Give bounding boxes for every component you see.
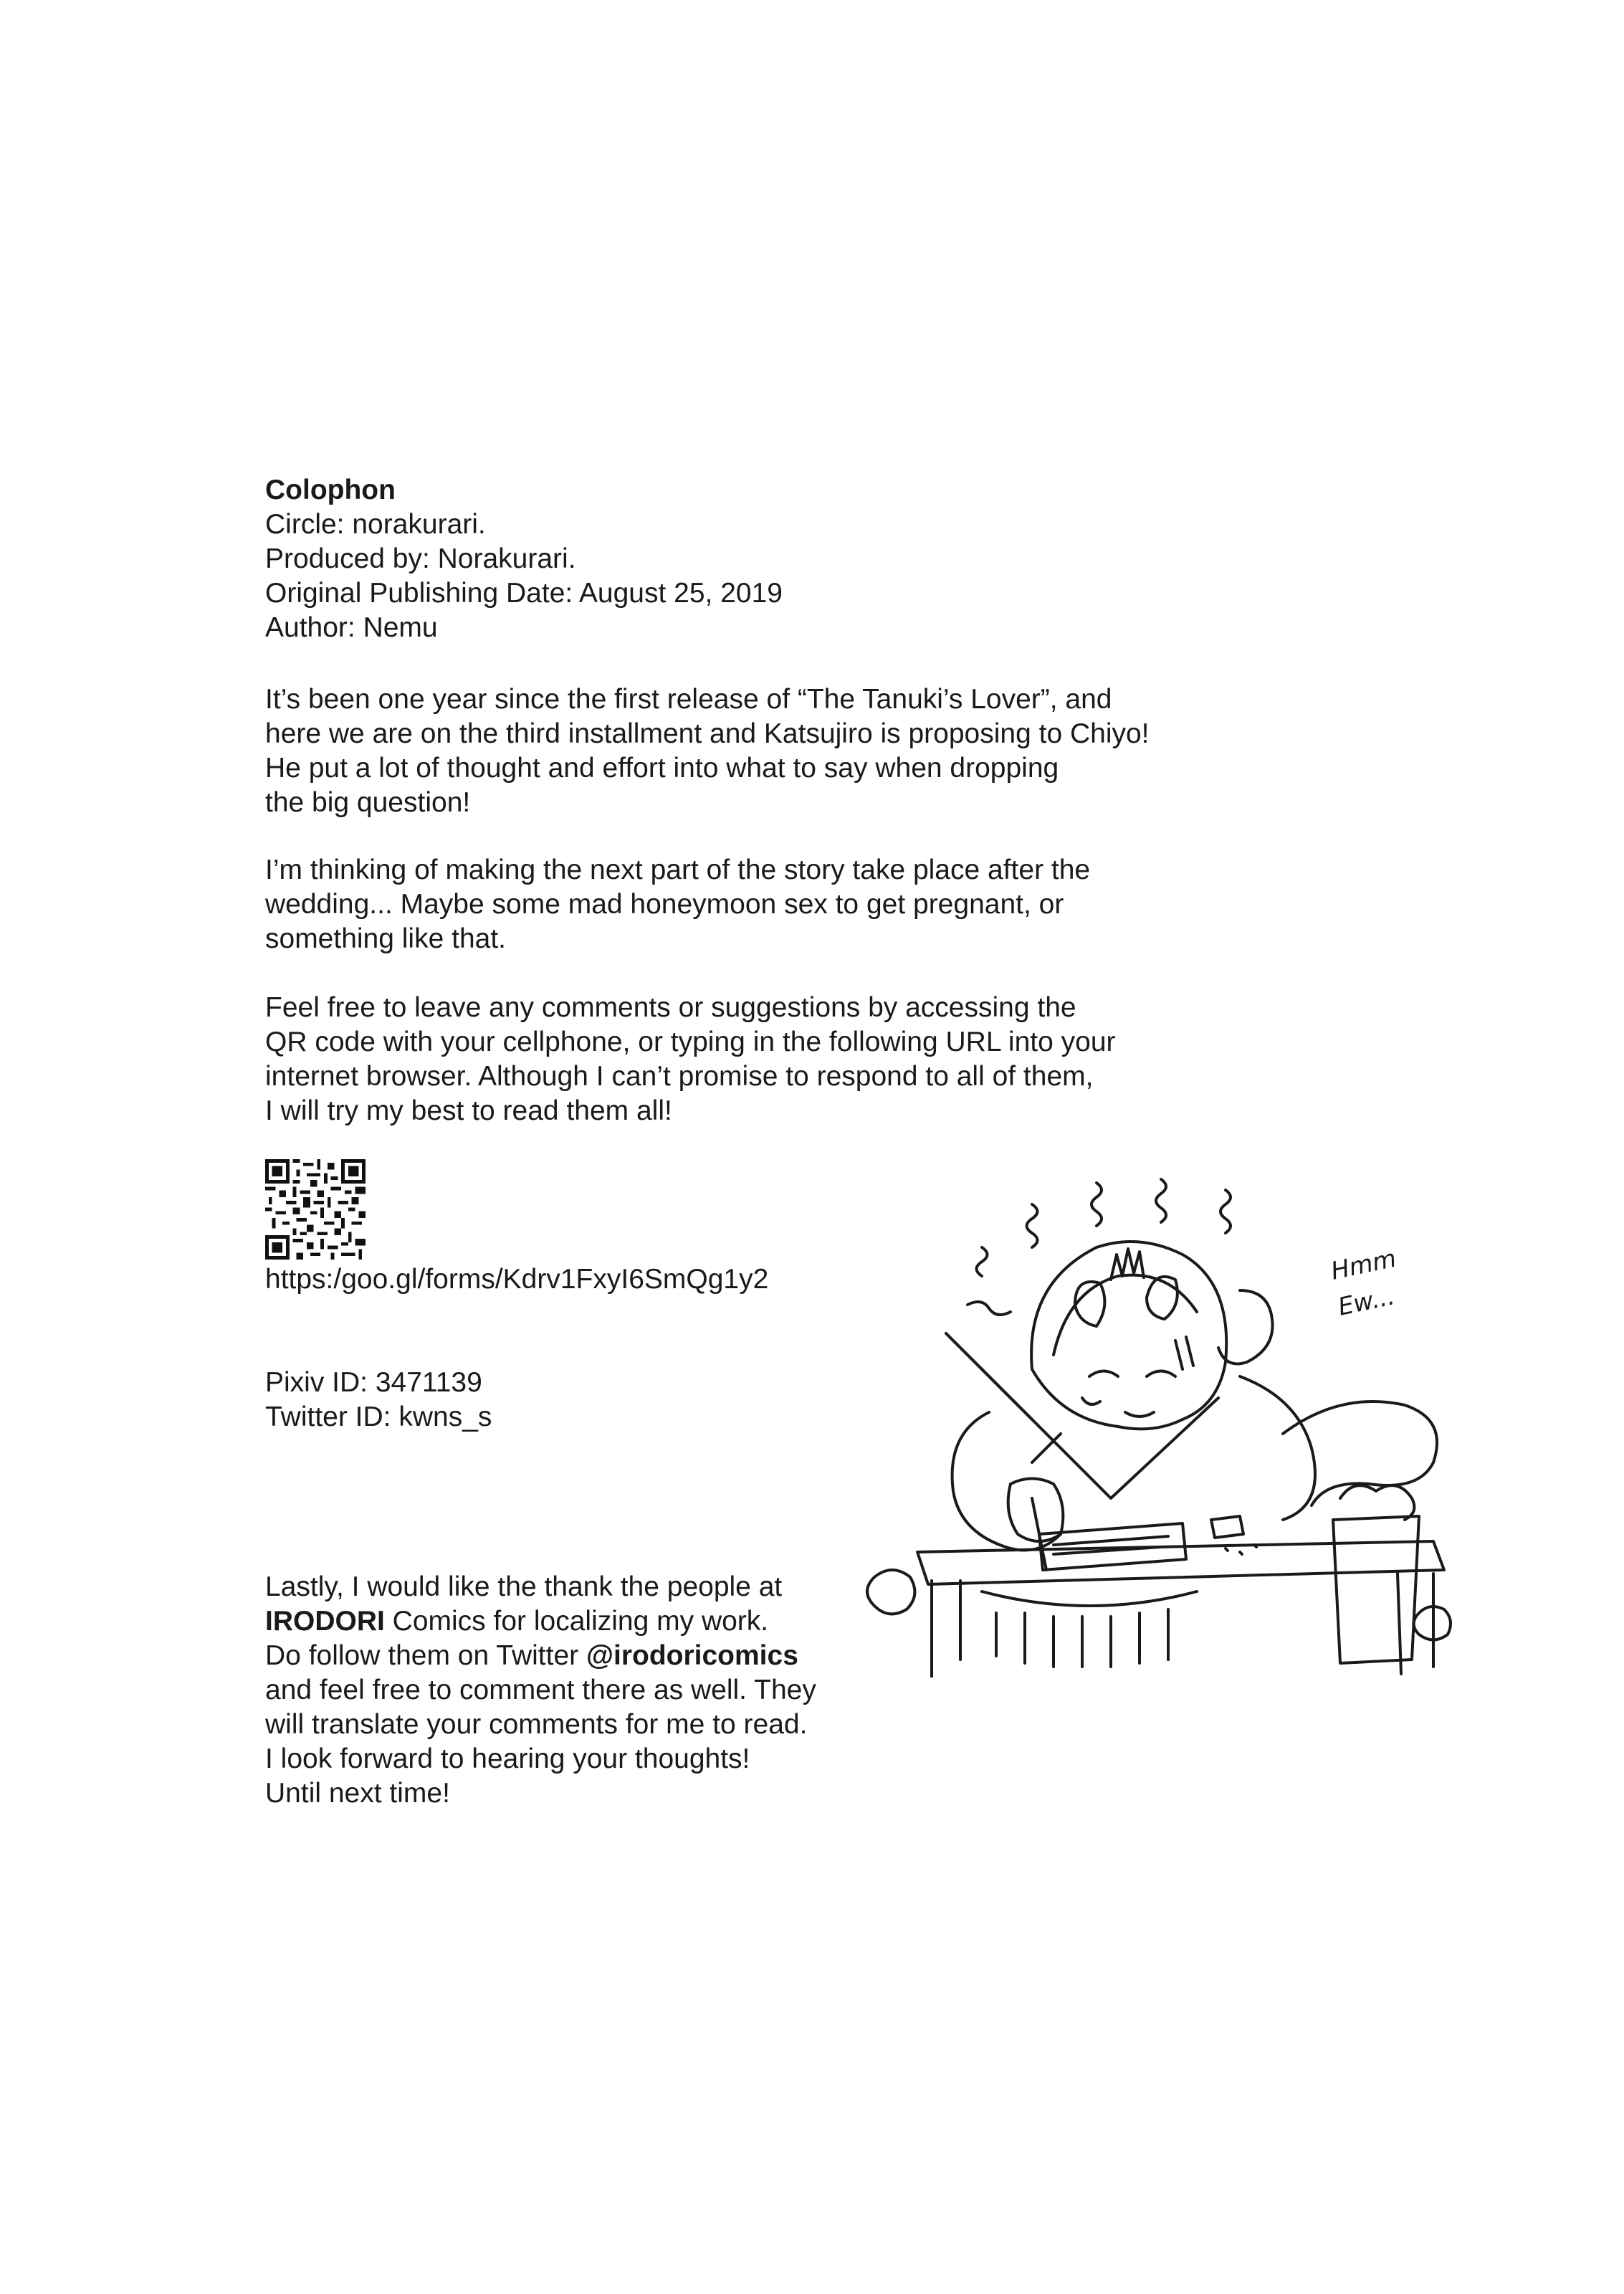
paragraph-next-story (265, 853, 1090, 956)
paragraph-line: and feel free to comment there as well. They (265, 1675, 816, 1705)
publishing-date-line: Original Publishing Date: August 25, 2019 (265, 578, 783, 609)
paragraph-line: Lastly, I would like the thank the people at (265, 1571, 783, 1602)
paragraph-line: Until next time! (265, 1778, 450, 1809)
paragraph-thanks (265, 1570, 816, 1811)
paragraph-line: the big question! (265, 787, 471, 818)
paragraph-line: Feel free to leave any comments or suggestions by accessing the (265, 992, 1076, 1023)
feedback-url-link[interactable]: https:/goo.gl/forms/Kdrv1FxyI6SmQg1y2 (265, 1264, 769, 1295)
paragraph-line: will translate your comments for me to read. (265, 1709, 808, 1740)
colophon-block (265, 473, 783, 645)
paragraph-line: wedding... Maybe some mad honeymoon sex to get pregnant, or (265, 889, 1064, 920)
paragraph-line (265, 1639, 816, 1673)
paragraph-line: I will try my best to read them all! (265, 1095, 672, 1126)
circle-line: Circle: norakurari. (265, 509, 486, 540)
sketch-caption-line1: Hmm (1328, 1244, 1399, 1286)
twitter-handle[interactable]: @irodoricomics (586, 1640, 798, 1671)
paragraph-line: internet browser. Although I can’t promise to respond to all of them, (265, 1061, 1094, 1092)
twitter-id: Twitter ID: kwns_s (265, 1401, 492, 1432)
paragraph-line: QR code with your cellphone, or typing in the following URL into your (265, 1027, 1116, 1057)
irodori-brand: IRODORI (265, 1606, 385, 1637)
paragraph-line: I look forward to hearing your thoughts! (265, 1743, 750, 1774)
paragraph-line (265, 1604, 816, 1639)
social-ids (265, 1366, 492, 1434)
paragraph-text: Do follow them on Twitter (265, 1640, 586, 1671)
qr-code-icon[interactable] (265, 1159, 366, 1260)
produced-by-line: Produced by: Norakurari. (265, 543, 576, 574)
paragraph-line: something like that. (265, 923, 507, 954)
paragraph-line: It’s been one year since the first release of “The Tanuki’s Lover”, and (265, 684, 1112, 715)
author-line: Author: Nemu (265, 612, 438, 643)
paragraph-line: He put a lot of thought and effort into what to say when dropping (265, 753, 1059, 784)
paragraph-anniversary (265, 682, 1150, 820)
sketch-caption-line2: Ew... (1335, 1282, 1398, 1322)
pixiv-id: Pixiv ID: 3471139 (265, 1367, 482, 1398)
paragraph-feedback (265, 991, 1116, 1128)
paragraph-text: Comics for localizing my work. (384, 1606, 769, 1637)
paragraph-line: I’m thinking of making the next part of the story take place after the (265, 855, 1091, 885)
author-drawing-illustration-icon (839, 1161, 1498, 1677)
feedback-url-block (265, 1262, 768, 1297)
colophon-heading: Colophon (265, 475, 396, 505)
paragraph-line: here we are on the third installment and Katsujiro is proposing to Chiyo! (265, 718, 1150, 749)
